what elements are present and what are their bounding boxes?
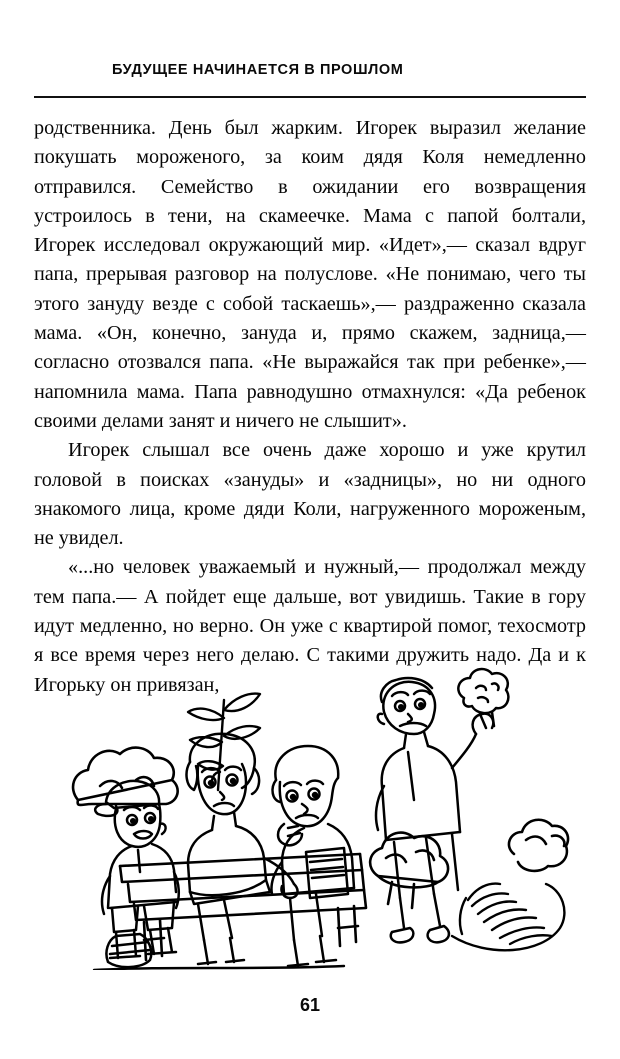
illustration	[48, 640, 572, 970]
bush-left-icon	[73, 748, 178, 805]
page-body	[34, 114, 586, 700]
boy-with-cap	[95, 781, 179, 967]
paragraph: родственника. День был жарким. Игорек выразил желание покушать мороженого, за коим дядя Коля немедленно отправился. Семейство в ожидании его возвращения устроилось в тени, на скамеечке. Мама с папой болтали, Игорек исследовал окружающий мир. «Идет»,— сказал вдруг папа, прерывая разговор на полуслове. «Не понимаю, чего ты этого зануду везде с собой таскаешь»,— раздраженно сказала мама. «Он, конечно, зануда и, прямо скажем, задница,— согласно отозвался папа. «Не выражайся так при ребенке»,— напомнила мама. Папа равнодушно отмахнулся: «Да ребенок своими делами занят и ничего не слышит».	[34, 117, 586, 432]
bench-icon	[120, 854, 366, 960]
header-divider	[34, 96, 586, 98]
bush-right-icon	[509, 820, 568, 871]
paragraph: Игорек слышал все очень даже хорошо и уже крутил головой в поисках «зануды» и «задницы», но ни одного знакомого лица, кроме дяди Коли, нагруженного мороженым, не увидел.	[34, 439, 586, 550]
running-head: БУДУЩЕЕ НАЧИНАЕТСЯ В ПРОШЛОМ	[112, 62, 404, 78]
man-with-icecream	[376, 669, 508, 942]
page-number: 61	[299, 995, 321, 1015]
paragraph: «...но человек уважаемый и нужный,— продолжал между тем папа.— А пойдет еще дальше, вот увидишь. Такие в гору идут медленно, но верно. Он уже с квартирой помог, техосмотр я все время через него делаю. С такими дружить надо. Да и к Игорьку он привязан,	[34, 556, 586, 696]
grass-icon	[460, 884, 552, 944]
bush-center-icon	[370, 833, 448, 908]
